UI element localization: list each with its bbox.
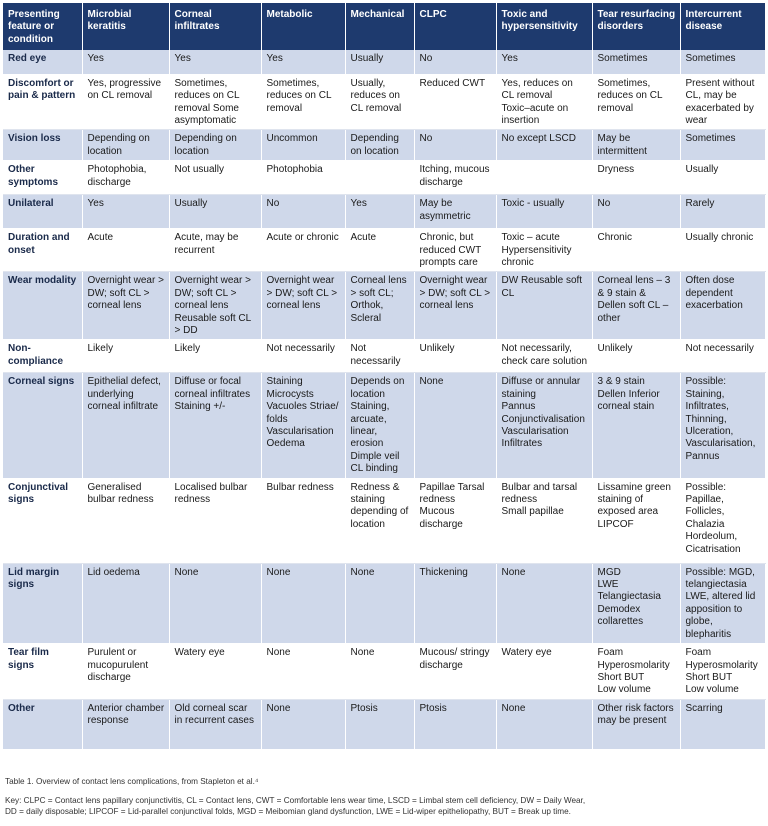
table-cell bbox=[345, 478, 414, 563]
cell-text: Depending on location bbox=[87, 133, 150, 157]
cell-text: Possible: bbox=[685, 481, 727, 493]
table-cell bbox=[345, 373, 414, 478]
table-cell bbox=[345, 644, 414, 700]
cell-text: Short BUT bbox=[597, 671, 645, 683]
cell-text: Thickening bbox=[419, 566, 468, 578]
table-cell bbox=[496, 130, 592, 161]
table-cell bbox=[345, 272, 414, 340]
cell-text: Chalazia bbox=[685, 518, 725, 530]
table-row bbox=[3, 74, 765, 130]
cell-text: Corneal lens – 3 & 9 stain & Dellen soft CL – other bbox=[597, 275, 671, 324]
cell-text: Pannus bbox=[685, 450, 720, 462]
row-feature-label: Unilateral bbox=[3, 195, 82, 229]
cell-text: Rarely bbox=[685, 198, 715, 210]
table-cell bbox=[496, 373, 592, 478]
cell-text: Staining bbox=[266, 376, 303, 388]
cell-text: Foam bbox=[685, 647, 712, 659]
cell-text: Oedema bbox=[266, 438, 305, 450]
cell-text: Sometimes bbox=[685, 133, 736, 145]
cell-text: Acute bbox=[350, 232, 377, 244]
cell-text: Hypersensitivity chronic bbox=[501, 244, 572, 268]
cell-text: None bbox=[419, 376, 444, 388]
cell-text: Infiltrates bbox=[501, 438, 543, 450]
table-cell bbox=[261, 161, 345, 195]
table-cell bbox=[345, 195, 414, 229]
table-cell bbox=[82, 644, 169, 700]
cell-text: Yes bbox=[87, 53, 104, 65]
cell-text: Localised bulbar redness bbox=[174, 481, 248, 506]
cell-text: Staining, bbox=[685, 388, 725, 400]
cell-text: Not necessarily bbox=[350, 343, 401, 367]
cell-text: Possible: MGD, telangiectasia LWE, altered lid apposition to globe, blepharitis bbox=[685, 566, 756, 640]
table-row bbox=[3, 340, 765, 373]
cell-text: Usually bbox=[685, 164, 719, 176]
table-cell bbox=[82, 478, 169, 563]
cell-text: Yes bbox=[350, 198, 367, 210]
cell-text: None bbox=[266, 566, 291, 578]
cell-text: Corneal lens > soft CL; Orthok, Scleral bbox=[350, 275, 407, 324]
cell-text: Foam bbox=[597, 647, 624, 659]
row-feature-label: Wear modality bbox=[3, 272, 82, 340]
cell-text: None bbox=[501, 702, 526, 714]
table-cell bbox=[261, 373, 345, 478]
row-feature-label: Red eye bbox=[3, 50, 82, 74]
cell-text: Toxic - usually bbox=[501, 198, 565, 210]
table-cell bbox=[345, 340, 414, 373]
table-cell bbox=[414, 161, 496, 195]
table-cell bbox=[414, 74, 496, 130]
table-cell bbox=[680, 50, 765, 74]
cell-text: Overnight wear > DW; soft CL > corneal lens bbox=[419, 275, 491, 312]
table-cell bbox=[345, 130, 414, 161]
cell-text: None bbox=[501, 566, 526, 578]
table-cell bbox=[82, 130, 169, 161]
cell-text: Photophobia bbox=[266, 164, 323, 176]
table-cell bbox=[496, 272, 592, 340]
table-cell bbox=[261, 272, 345, 340]
cell-text: Vacuoles Striae/ folds bbox=[266, 401, 339, 425]
cell-text: Pannus bbox=[501, 401, 536, 413]
cell-text: Unlikely bbox=[419, 343, 455, 355]
cell-text: Vascularisation bbox=[266, 426, 334, 438]
cell-text: Watery eye bbox=[501, 647, 552, 659]
cell-text: Not necessarily bbox=[266, 343, 335, 355]
cell-text: Usually chronic bbox=[685, 232, 754, 244]
cell-text: Watery eye bbox=[174, 647, 225, 659]
cell-text: Epithelial defect, underlying corneal infiltrate bbox=[87, 376, 161, 413]
cell-text: None bbox=[174, 566, 199, 578]
table-cell bbox=[345, 50, 414, 74]
table-cell bbox=[261, 340, 345, 373]
table-cell bbox=[592, 373, 680, 478]
cell-text: Depending on location bbox=[350, 133, 399, 157]
cell-text: Not necessarily, check care solution bbox=[501, 343, 588, 367]
cell-text: None bbox=[350, 647, 375, 659]
row-feature-label: Conjunctival signs bbox=[3, 478, 82, 563]
cell-text: No bbox=[419, 133, 433, 145]
cell-text: Chronic bbox=[597, 232, 632, 244]
cell-text: Usually bbox=[350, 53, 384, 65]
table-cell bbox=[496, 50, 592, 74]
cell-text: Not necessarily bbox=[685, 343, 754, 355]
table-cell bbox=[496, 161, 592, 195]
cell-text: Low volume bbox=[597, 684, 651, 696]
table-cell bbox=[345, 563, 414, 643]
table-cell bbox=[680, 161, 765, 195]
cell-text: None bbox=[266, 702, 291, 714]
cell-text: Cicatrisation bbox=[685, 543, 741, 555]
cell-text: Other risk factors may be present bbox=[597, 702, 674, 727]
table-cell bbox=[82, 699, 169, 749]
cell-text: Present without CL, may be exacerbated by wear bbox=[685, 77, 755, 126]
cell-text: Likely bbox=[174, 343, 201, 355]
cell-text: May be intermittent bbox=[597, 133, 647, 157]
cell-text: Demodex collarettes bbox=[597, 603, 644, 628]
cell-text: No bbox=[597, 198, 611, 210]
table-cell bbox=[680, 229, 765, 272]
cell-text: Sometimes, reduces on CL removal bbox=[597, 77, 663, 114]
table-cell bbox=[169, 272, 261, 340]
cell-text: Usually bbox=[174, 198, 208, 210]
table-cell bbox=[592, 272, 680, 340]
cell-text: Sometimes bbox=[685, 53, 736, 65]
abbreviation-key bbox=[5, 795, 765, 817]
cell-text: MGD bbox=[597, 566, 621, 578]
table-cell bbox=[82, 229, 169, 272]
cell-text: May be asymmetric bbox=[419, 198, 471, 222]
cell-text: No except LSCD bbox=[501, 133, 576, 145]
cell-text: Short BUT bbox=[685, 671, 733, 683]
cell-text: Microcysts bbox=[266, 388, 314, 400]
table-cell bbox=[261, 563, 345, 643]
row-feature-label: Vision loss bbox=[3, 130, 82, 161]
cell-text: Generalised bulbar redness bbox=[87, 481, 154, 506]
table-cell bbox=[169, 644, 261, 700]
table-cell bbox=[680, 644, 765, 700]
table-cell bbox=[82, 74, 169, 130]
table-cell bbox=[261, 74, 345, 130]
table-cell bbox=[414, 195, 496, 229]
table-cell bbox=[169, 195, 261, 229]
cell-text: Bulbar and tarsal redness bbox=[501, 481, 578, 506]
table-cell bbox=[169, 50, 261, 74]
complications-table bbox=[3, 3, 766, 750]
table-cell bbox=[680, 195, 765, 229]
table-row bbox=[3, 699, 765, 749]
cell-text: Papillae, bbox=[685, 494, 724, 506]
table-row bbox=[3, 478, 765, 563]
cell-text: Yes bbox=[266, 53, 283, 65]
cell-text: Ulceration, bbox=[685, 426, 734, 438]
table-cell bbox=[680, 699, 765, 749]
cell-text: Overnight wear > DW; soft CL > corneal lens bbox=[87, 275, 164, 312]
table-cell bbox=[496, 563, 592, 643]
table-cell bbox=[345, 229, 414, 272]
cell-text: Ptosis bbox=[350, 702, 378, 714]
table-cell bbox=[680, 130, 765, 161]
cell-text: None bbox=[350, 566, 375, 578]
table-cell bbox=[169, 340, 261, 373]
table-cell bbox=[592, 74, 680, 130]
cell-text: Yes bbox=[501, 53, 518, 65]
row-feature-label: Lid margin signs bbox=[3, 563, 82, 643]
table-cell bbox=[82, 340, 169, 373]
col-header-clpc: CLPC bbox=[414, 3, 496, 50]
table-cell bbox=[680, 563, 765, 643]
cell-text: Itching, mucous discharge bbox=[419, 164, 490, 188]
table-cell bbox=[345, 699, 414, 749]
table-cell bbox=[414, 644, 496, 700]
cell-text: Depends on location Staining, arcuate, linear, erosion Dimple veil CL binding bbox=[350, 376, 405, 475]
cell-text: Old corneal scar in recurrent cases bbox=[174, 702, 254, 727]
cell-text: Overnight wear > DW; soft CL > corneal lens Reusable soft CL > DD bbox=[174, 275, 251, 336]
cell-text: Sometimes, reduces on CL removal Some asymptomatic bbox=[174, 77, 240, 126]
cell-text: Toxic–acute on insertion bbox=[501, 102, 569, 126]
cell-text: Diffuse or focal corneal infiltrates Staining +/- bbox=[174, 376, 251, 413]
cell-text: Acute bbox=[87, 232, 114, 244]
cell-text: Sometimes, reduces on CL removal bbox=[266, 77, 332, 114]
cell-text: Sometimes bbox=[597, 53, 648, 65]
cell-text: Yes bbox=[174, 53, 191, 65]
cell-text: Vascularisation, bbox=[685, 438, 756, 450]
table-caption: Table 1. Overview of contact lens complications, from Stapleton et al.⁴ bbox=[5, 777, 259, 786]
table-cell bbox=[82, 195, 169, 229]
cell-text: Lid oedema bbox=[87, 566, 140, 578]
row-feature-label: Other symptoms bbox=[3, 161, 82, 195]
cell-text: LWE bbox=[597, 579, 619, 591]
cell-text: Redness & staining depending of location bbox=[350, 481, 409, 530]
cell-text: Chronic, but reduced CWT prompts care bbox=[419, 232, 482, 268]
table-cell bbox=[680, 272, 765, 340]
cell-text: Unlikely bbox=[597, 343, 633, 355]
col-header-toxic-hypersensitivity: Toxic and hypersensitivity bbox=[496, 3, 592, 50]
cell-text: Telangiectasia bbox=[597, 591, 661, 603]
col-header-mechanical: Mechanical bbox=[345, 3, 414, 50]
table-cell bbox=[592, 130, 680, 161]
table-cell bbox=[82, 373, 169, 478]
table-row bbox=[3, 272, 765, 340]
table-cell bbox=[345, 74, 414, 130]
cell-text: Small papillae bbox=[501, 506, 564, 518]
table-row bbox=[3, 195, 765, 229]
table-cell bbox=[261, 195, 345, 229]
cell-text: LIPCOF bbox=[597, 518, 634, 530]
cell-text: Scarring bbox=[685, 702, 723, 714]
cell-text: Vascularisation bbox=[501, 426, 569, 438]
col-header-microbial-keratitis: Microbial keratitis bbox=[82, 3, 169, 50]
col-header-tear-resurfacing: Tear resurfacing disorders bbox=[592, 3, 680, 50]
cell-text: DW Reusable soft CL bbox=[501, 275, 583, 299]
cell-text: Follicles, bbox=[685, 506, 725, 518]
table-cell bbox=[592, 229, 680, 272]
table-cell bbox=[496, 229, 592, 272]
row-feature-label: Other bbox=[3, 699, 82, 749]
cell-text: Hyperosmolarity bbox=[685, 659, 758, 671]
cell-text: Thinning, bbox=[685, 413, 727, 425]
cell-text: Diffuse or annular staining bbox=[501, 376, 581, 400]
table-cell bbox=[169, 373, 261, 478]
table-cell bbox=[680, 340, 765, 373]
table-cell bbox=[169, 699, 261, 749]
col-header-metabolic: Metabolic bbox=[261, 3, 345, 50]
table-cell bbox=[496, 195, 592, 229]
table-cell bbox=[592, 50, 680, 74]
key-line-1: Key: CLPC = Contact lens papillary conjunctivitis, CL = Contact lens, CWT = Comfortable lens wear time, LSCD = Limbal stem cell deficiency, DW = Daily Wear, bbox=[5, 796, 586, 805]
cell-text: Mucous/ stringy discharge bbox=[419, 647, 490, 671]
table-row bbox=[3, 161, 765, 195]
table-cell bbox=[680, 478, 765, 563]
table-cell bbox=[169, 563, 261, 643]
table-cell bbox=[414, 373, 496, 478]
row-feature-label: Duration and onset bbox=[3, 229, 82, 272]
table-row bbox=[3, 563, 765, 643]
table-row bbox=[3, 130, 765, 161]
table-cell bbox=[496, 478, 592, 563]
key-line-2: DD = daily disposable; LIPCOF = Lid-parallel conjunctival folds, MGD = Meibomian gland dysfunction, LWE = Lid-wiper epitheliopathy, BUT = Break up time. bbox=[5, 807, 571, 816]
table-cell bbox=[261, 130, 345, 161]
table-cell bbox=[496, 644, 592, 700]
cell-text: 3 & 9 stain Dellen Inferior corneal stain bbox=[597, 376, 660, 413]
cell-text: Acute or chronic bbox=[266, 232, 339, 244]
table-cell bbox=[496, 699, 592, 749]
cell-text: Infiltrates, bbox=[685, 401, 729, 413]
cell-text: Photophobia, discharge bbox=[87, 164, 147, 188]
table-cell bbox=[169, 229, 261, 272]
table-cell bbox=[414, 272, 496, 340]
cell-text: None bbox=[266, 647, 291, 659]
table-cell bbox=[261, 478, 345, 563]
cell-text: Ptosis bbox=[419, 702, 447, 714]
table-cell bbox=[345, 161, 414, 195]
cell-text: Anterior chamber response bbox=[87, 702, 165, 727]
table-cell bbox=[496, 340, 592, 373]
table-cell bbox=[414, 478, 496, 563]
table-cell bbox=[169, 478, 261, 563]
row-feature-label: Corneal signs bbox=[3, 373, 82, 478]
table-cell bbox=[414, 699, 496, 749]
cell-text: Toxic – acute bbox=[501, 232, 560, 244]
cell-text: Conjunctivalisation bbox=[501, 413, 585, 425]
cell-text: Lissamine green staining of exposed area bbox=[597, 481, 671, 518]
table-cell bbox=[592, 699, 680, 749]
table-cell bbox=[169, 161, 261, 195]
table-cell bbox=[592, 161, 680, 195]
cell-text: Possible: bbox=[685, 376, 727, 388]
table-row bbox=[3, 50, 765, 74]
table-cell bbox=[496, 74, 592, 130]
table-row bbox=[3, 644, 765, 700]
table-cell bbox=[82, 272, 169, 340]
table-cell bbox=[680, 373, 765, 478]
cell-text: Hordeolum, bbox=[685, 531, 738, 543]
col-header-feature: Presenting feature or condition bbox=[3, 3, 82, 50]
table-cell bbox=[592, 478, 680, 563]
table-cell bbox=[261, 50, 345, 74]
header-row bbox=[3, 3, 765, 50]
cell-text: Acute, may be recurrent bbox=[174, 232, 239, 256]
table-cell bbox=[169, 74, 261, 130]
table-cell bbox=[592, 340, 680, 373]
table-cell bbox=[414, 340, 496, 373]
table-row bbox=[3, 229, 765, 272]
table-cell bbox=[414, 50, 496, 74]
cell-text: Reduced CWT bbox=[419, 77, 486, 89]
cell-text: Papillae Tarsal redness Mucous discharge bbox=[419, 481, 485, 530]
cell-text: No bbox=[266, 198, 280, 210]
cell-text: Uncommon bbox=[266, 133, 318, 145]
cell-text: No bbox=[419, 53, 433, 65]
table-cell bbox=[82, 563, 169, 643]
table-cell bbox=[82, 161, 169, 195]
table-cell bbox=[261, 644, 345, 700]
table-cell bbox=[680, 74, 765, 130]
cell-text: Yes, reduces on CL removal bbox=[501, 77, 573, 102]
col-header-intercurrent-disease: Intercurrent disease bbox=[680, 3, 765, 50]
table-cell bbox=[82, 50, 169, 74]
cell-text: Bulbar redness bbox=[266, 481, 334, 493]
row-feature-label: Non-compliance bbox=[3, 340, 82, 373]
table-cell bbox=[261, 229, 345, 272]
cell-text: Yes bbox=[87, 198, 104, 210]
cell-text: Low volume bbox=[685, 684, 739, 696]
cell-text: Overnight wear > DW; soft CL > corneal lens bbox=[266, 275, 338, 312]
cell-text: Purulent or mucopurulent discharge bbox=[87, 647, 149, 683]
cell-text: Depending on location bbox=[174, 133, 237, 157]
cell-text: Not usually bbox=[174, 164, 224, 176]
cell-text: Often dose dependent exacerbation bbox=[685, 275, 743, 312]
table-body bbox=[3, 50, 765, 749]
row-feature-label: Tear film signs bbox=[3, 644, 82, 700]
table-cell bbox=[414, 229, 496, 272]
table-cell bbox=[414, 130, 496, 161]
cell-text: Likely bbox=[87, 343, 114, 355]
cell-text: Hyperosmolarity bbox=[597, 659, 670, 671]
col-header-corneal-infiltrates: Corneal infiltrates bbox=[169, 3, 261, 50]
table-cell bbox=[414, 563, 496, 643]
table-row bbox=[3, 373, 765, 478]
row-feature-label: Discomfort or pain & pattern bbox=[3, 74, 82, 130]
table-cell bbox=[592, 644, 680, 700]
cell-text: Usually, reduces on CL removal bbox=[350, 77, 402, 114]
table-cell bbox=[592, 563, 680, 643]
cell-text: Dryness bbox=[597, 164, 635, 176]
cell-text: Yes, progressive on CL removal bbox=[87, 77, 162, 102]
table-cell bbox=[169, 130, 261, 161]
table-cell bbox=[592, 195, 680, 229]
table-cell bbox=[261, 699, 345, 749]
